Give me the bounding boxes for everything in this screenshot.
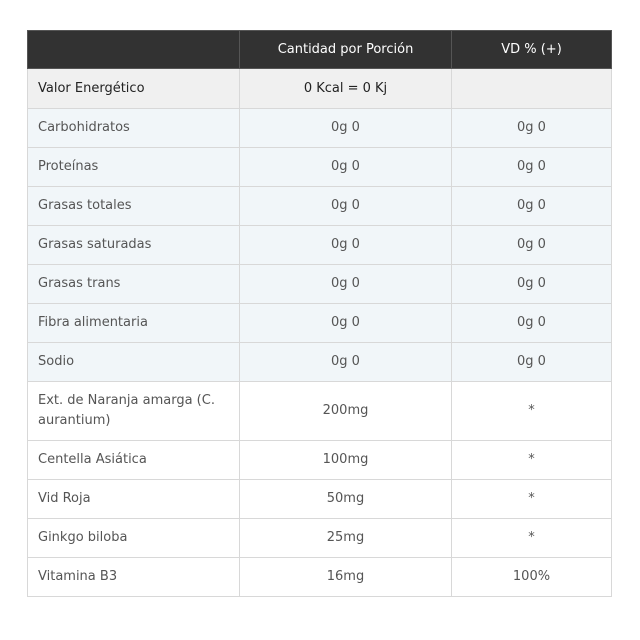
table-row [28, 148, 612, 187]
table-row [28, 519, 612, 558]
nutrient-daily-value: 0g 0 [452, 109, 612, 148]
nutrient-name: Sodio [28, 343, 240, 382]
nutrient-amount: 0g 0 [240, 226, 452, 265]
header-amount-per-serving: Cantidad por Porción [240, 31, 452, 69]
nutrient-name: Centella Asiática [28, 441, 240, 480]
header-daily-value: VD % (+) [452, 31, 612, 69]
nutrient-name: Valor Energético [28, 69, 240, 109]
table-row [28, 382, 612, 441]
nutrient-daily-value: 0g 0 [452, 304, 612, 343]
nutrient-amount: 0g 0 [240, 187, 452, 226]
nutrient-name: Proteínas [28, 148, 240, 187]
nutrient-name: Grasas trans [28, 265, 240, 304]
nutrient-amount: 16mg [240, 558, 452, 597]
table-row [28, 441, 612, 480]
nutrient-amount: 25mg [240, 519, 452, 558]
nutrient-daily-value [452, 69, 612, 109]
nutrient-daily-value: 100% [452, 558, 612, 597]
nutrient-name: Grasas totales [28, 187, 240, 226]
nutrient-daily-value: 0g 0 [452, 226, 612, 265]
nutrient-amount: 0g 0 [240, 343, 452, 382]
table-row [28, 109, 612, 148]
table-row [28, 343, 612, 382]
nutrient-amount: 100mg [240, 441, 452, 480]
nutrient-daily-value: * [452, 519, 612, 558]
nutrient-daily-value: * [452, 480, 612, 519]
table-row [28, 187, 612, 226]
nutrient-amount: 0 Kcal = 0 Kj [240, 69, 452, 109]
nutrient-name: Fibra alimentaria [28, 304, 240, 343]
nutrient-daily-value: 0g 0 [452, 187, 612, 226]
nutrient-amount: 0g 0 [240, 304, 452, 343]
table-row [28, 480, 612, 519]
nutrient-amount: 200mg [240, 382, 452, 441]
table-row [28, 558, 612, 597]
nutrient-name: Grasas saturadas [28, 226, 240, 265]
table-header-row [28, 31, 612, 69]
nutrient-daily-value: 0g 0 [452, 265, 612, 304]
table-row [28, 226, 612, 265]
nutrient-daily-value: 0g 0 [452, 343, 612, 382]
nutrient-name: Ginkgo biloba [28, 519, 240, 558]
nutrient-name: Vid Roja [28, 480, 240, 519]
nutrient-daily-value: * [452, 382, 612, 441]
table-row [28, 265, 612, 304]
nutrient-daily-value: 0g 0 [452, 148, 612, 187]
table-row [28, 304, 612, 343]
table-row-energy [28, 69, 612, 109]
nutrient-name: Vitamina B3 [28, 558, 240, 597]
nutrient-amount: 0g 0 [240, 148, 452, 187]
header-nutrient [28, 31, 240, 69]
nutrition-table [27, 30, 612, 597]
nutrient-amount: 0g 0 [240, 265, 452, 304]
nutrient-amount: 50mg [240, 480, 452, 519]
nutrient-name: Ext. de Naranja amarga (C. aurantium) [28, 382, 240, 441]
nutrient-daily-value: * [452, 441, 612, 480]
nutrient-amount: 0g 0 [240, 109, 452, 148]
nutrient-name: Carbohidratos [28, 109, 240, 148]
